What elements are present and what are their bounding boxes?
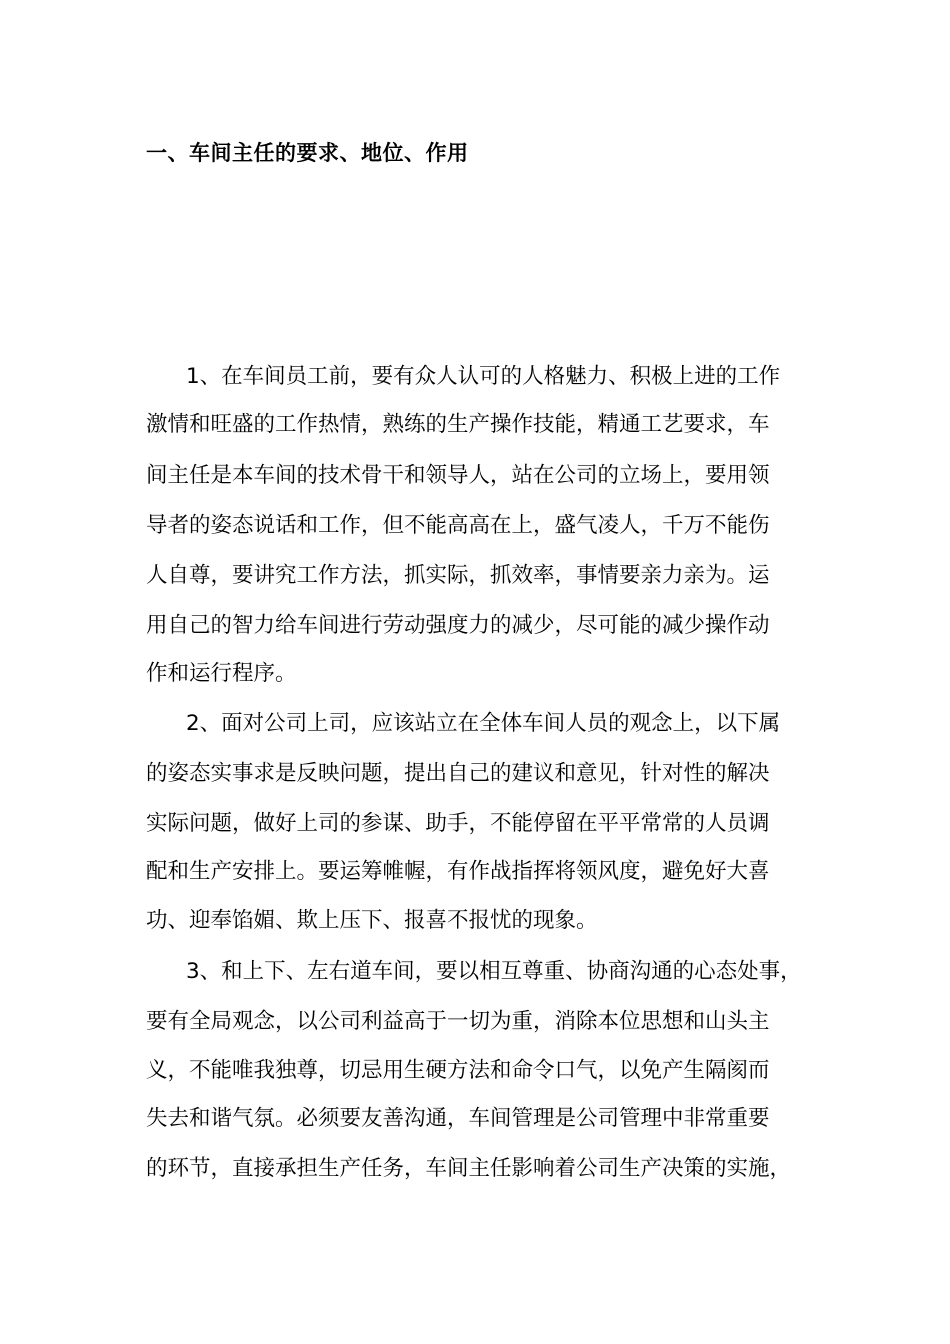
paragraph-3-line: 义，不能唯我独尊，切忌用生硬方法和命令口气，以免产生隔阂而 [146, 1058, 770, 1083]
paragraph-1-line: 1、在车间员工前，要有众人认可的人格魅力、积极上进的工作 [186, 364, 781, 389]
section-heading: 一、车间主任的要求、地位、作用 [146, 141, 469, 165]
paragraph-2-line: 配和生产安排上。要运筹帷幄，有作战指挥将领风度，避免好大喜 [146, 859, 770, 884]
paragraph-3-line: 失去和谐气氛。必须要友善沟通，车间管理是公司管理中非常重要 [146, 1106, 770, 1131]
paragraph-1-line: 间主任是本车间的技术骨干和领导人，站在公司的立场上，要用领 [146, 463, 770, 488]
paragraph-1-line: 用自己的智力给车间进行劳动强度力的减少，尽可能的减少操作动 [146, 613, 770, 638]
paragraph-1-line: 导者的姿态说话和工作，但不能高高在上，盛气凌人，千万不能伤 [146, 513, 770, 538]
paragraph-2-line: 功、迎奉馅媚、欺上压下、报喜不报忧的现象。 [146, 908, 598, 933]
paragraph-3-line: 3、和上下、左右道车间，要以相互尊重、协商沟通的心态处事， [186, 959, 802, 984]
paragraph-3-line: 要有全局观念，以公司利益高于一切为重，消除本位思想和山头主 [146, 1009, 770, 1034]
paragraph-2-line: 的姿态实事求是反映问题，提出自己的建议和意见，针对性的解决 [146, 761, 770, 786]
paragraph-1-line: 作和运行程序。 [146, 661, 297, 686]
paragraph-1-line: 人自尊，要讲究工作方法，抓实际，抓效率，事情要亲力亲为。运 [146, 563, 770, 588]
paragraph-2-line: 2、面对公司上司，应该站立在全体车间人员的观念上，以下属 [186, 711, 781, 736]
paragraph-1-line: 激情和旺盛的工作热情，熟练的生产操作技能，精通工艺要求，车 [146, 412, 770, 437]
paragraph-2-line: 实际问题，做好上司的参谋、助手，不能停留在平平常常的人员调 [146, 811, 770, 836]
paragraph-3-line: 的环节，直接承担生产任务，车间主任影响着公司生产决策的实施， [146, 1156, 792, 1181]
